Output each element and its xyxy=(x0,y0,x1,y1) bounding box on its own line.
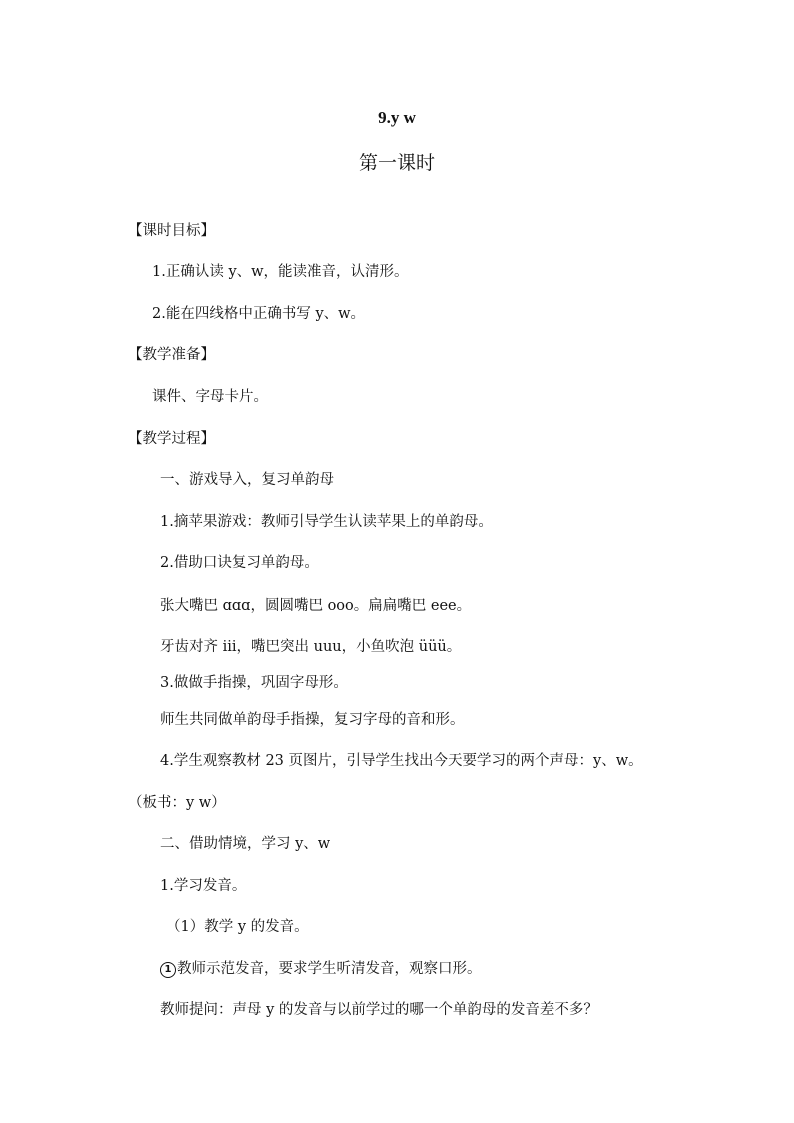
lesson-subtitle: 第一课时 xyxy=(358,152,435,174)
rhyme-line: 牙齿对齐 iii，嘴巴突出 uuu，小鱼吹泡 üüü。 xyxy=(160,639,462,655)
step-sub-item-a xyxy=(160,959,482,979)
part-heading: 一、游戏导入，复习单韵母 xyxy=(160,472,334,488)
step-item: 1.学习发音。 xyxy=(160,878,247,894)
step-item: 3.做做手指操，巩固字母形。 xyxy=(160,675,348,691)
lesson-title: 9.y w xyxy=(378,108,416,127)
preparation-text: 课件、字母卡片。 xyxy=(152,389,268,405)
step-sub-item: （1）教学 y 的发音。 xyxy=(166,919,309,935)
objective-item: 2.能在四线格中正确书写 y、w。 xyxy=(152,306,366,322)
step-item: 1.摘苹果游戏：教师引导学生认读苹果上的单韵母。 xyxy=(160,514,493,530)
objective-item: 1.正确认读 y、w，能读准音，认清形。 xyxy=(152,264,409,280)
step-detail: 师生共同做单韵母手指操，复习字母的音和形。 xyxy=(160,712,465,728)
step-item: 4.学生观察教材 23 页图片，引导学生找出今天要学习的两个声母：y、w。 xyxy=(160,753,643,769)
step-item: 2.借助口诀复习单韵母。 xyxy=(160,555,319,571)
rhyme-line: 张大嘴巴 ɑɑɑ，圆圆嘴巴 ooo。扁扁嘴巴 eee。 xyxy=(160,598,472,614)
step-sub-item-a-text: 教师示范发音，要求学生听清发音，观察口形。 xyxy=(177,961,482,977)
board-note: （板书：y w） xyxy=(128,795,226,811)
teacher-question: 教师提问：声母 y 的发音与以前学过的哪一个单韵母的发音差不多？ xyxy=(160,1002,598,1018)
part-heading: 二、借助情境，学习 y、w xyxy=(160,836,331,852)
circled-number-icon: 1 xyxy=(160,962,176,978)
process-heading: 【教学过程】 xyxy=(128,431,215,447)
preparation-heading: 【教学准备】 xyxy=(128,347,215,363)
objectives-heading: 【课时目标】 xyxy=(128,223,215,239)
